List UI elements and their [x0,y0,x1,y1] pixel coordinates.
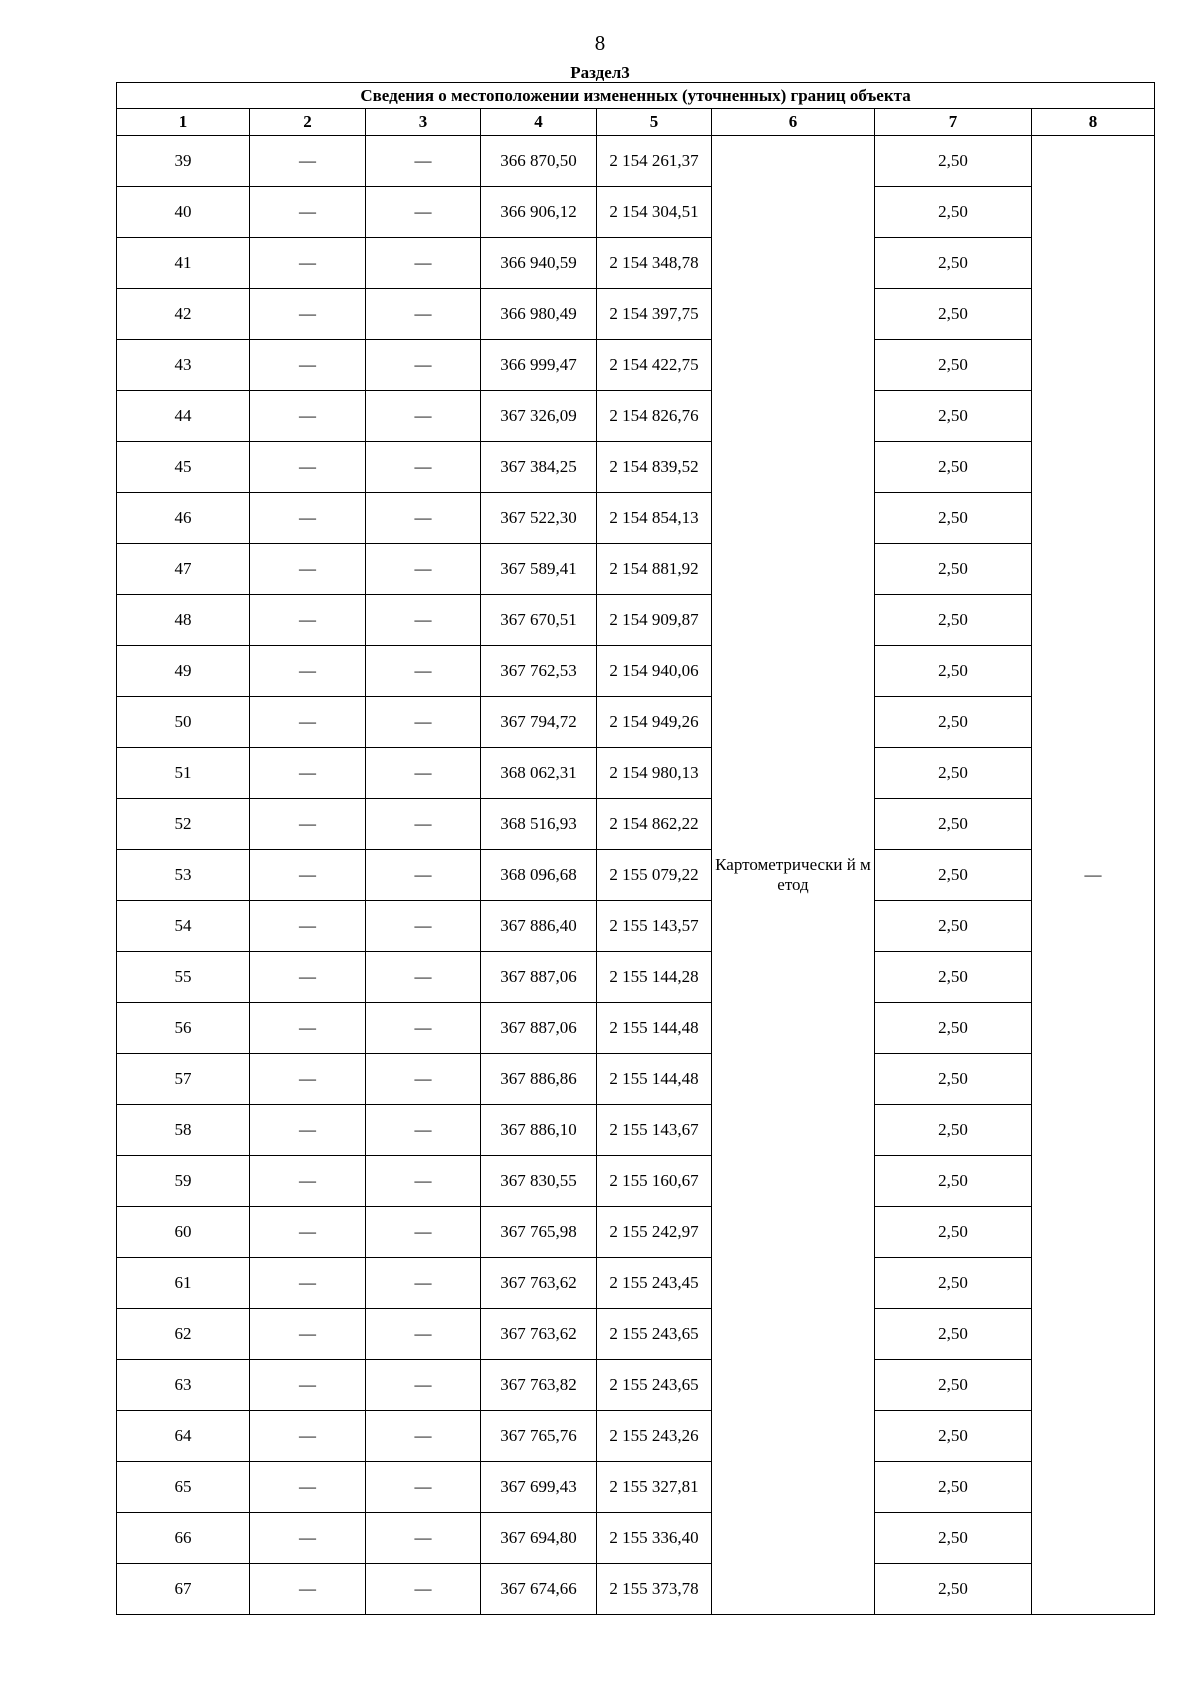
x-coordinate-cell: 367 887,06 [481,1003,597,1054]
column3-cell: — [366,442,481,493]
y-coordinate-cell: 2 154 854,13 [597,493,712,544]
accuracy-cell: 2,50 [875,1054,1032,1105]
column2-cell: — [250,391,366,442]
table-row [117,544,1155,595]
accuracy-cell: 2,50 [875,1156,1032,1207]
y-coordinate-cell: 2 154 422,75 [597,340,712,391]
x-coordinate-cell: 367 887,06 [481,952,597,1003]
table-row [117,697,1155,748]
x-coordinate-cell: 366 980,49 [481,289,597,340]
point-number-cell: 48 [117,595,250,646]
point-number-cell: 41 [117,238,250,289]
y-coordinate-cell: 2 154 826,76 [597,391,712,442]
column2-cell: — [250,952,366,1003]
x-coordinate-cell: 367 763,62 [481,1258,597,1309]
table-row [117,646,1155,697]
point-number-cell: 46 [117,493,250,544]
column2-cell: — [250,289,366,340]
table-row [117,1411,1155,1462]
table-row [117,442,1155,493]
x-coordinate-cell: 367 886,40 [481,901,597,952]
x-coordinate-cell: 367 765,76 [481,1411,597,1462]
column-header: 1 [117,109,250,136]
point-number-cell: 44 [117,391,250,442]
accuracy-cell: 2,50 [875,697,1032,748]
x-coordinate-cell: 366 999,47 [481,340,597,391]
column3-cell: — [366,1360,481,1411]
x-coordinate-cell: 367 763,62 [481,1309,597,1360]
column-header: 8 [1032,109,1155,136]
column3-cell: — [366,1156,481,1207]
column3-cell: — [366,850,481,901]
accuracy-cell: 2,50 [875,391,1032,442]
column3-cell: — [366,1309,481,1360]
accuracy-cell: 2,50 [875,289,1032,340]
column2-cell: — [250,187,366,238]
table-row [117,1462,1155,1513]
point-number-cell: 47 [117,544,250,595]
y-coordinate-cell: 2 155 144,48 [597,1003,712,1054]
point-number-cell: 54 [117,901,250,952]
column3-cell: — [366,1003,481,1054]
y-coordinate-cell: 2 155 336,40 [597,1513,712,1564]
point-number-cell: 56 [117,1003,250,1054]
column2-cell: — [250,901,366,952]
column3-cell: — [366,697,481,748]
column3-cell: — [366,1207,481,1258]
table-caption-row [117,83,1155,109]
x-coordinate-cell: 367 886,10 [481,1105,597,1156]
point-number-cell: 59 [117,1156,250,1207]
accuracy-cell: 2,50 [875,187,1032,238]
y-coordinate-cell: 2 154 261,37 [597,136,712,187]
table-row [117,1207,1155,1258]
accuracy-cell: 2,50 [875,544,1032,595]
point-number-cell: 60 [117,1207,250,1258]
x-coordinate-cell: 367 522,30 [481,493,597,544]
accuracy-cell: 2,50 [875,748,1032,799]
column2-cell: — [250,799,366,850]
x-coordinate-cell: 367 886,86 [481,1054,597,1105]
point-number-cell: 53 [117,850,250,901]
table-row [117,1360,1155,1411]
column2-cell: — [250,646,366,697]
point-number-cell: 50 [117,697,250,748]
column2-cell: — [250,697,366,748]
coordinates-table [116,82,1155,1615]
column3-cell: — [366,1054,481,1105]
column3-cell: — [366,646,481,697]
column3-cell: — [366,1411,481,1462]
method-cell: Картометрически й метод [712,136,875,1615]
column2-cell: — [250,1360,366,1411]
accuracy-cell: 2,50 [875,1360,1032,1411]
column-header: 3 [366,109,481,136]
point-number-cell: 64 [117,1411,250,1462]
y-coordinate-cell: 2 155 143,67 [597,1105,712,1156]
table-row [117,799,1155,850]
column2-cell: — [250,238,366,289]
table-row [117,748,1155,799]
accuracy-cell: 2,50 [875,340,1032,391]
x-coordinate-cell: 367 765,98 [481,1207,597,1258]
column2-cell: — [250,136,366,187]
point-number-cell: 58 [117,1105,250,1156]
accuracy-cell: 2,50 [875,136,1032,187]
table-row [117,340,1155,391]
x-coordinate-cell: 367 674,66 [481,1564,597,1615]
x-coordinate-cell: 367 326,09 [481,391,597,442]
point-number-cell: 49 [117,646,250,697]
accuracy-cell: 2,50 [875,1513,1032,1564]
column3-cell: — [366,595,481,646]
column3-cell: — [366,544,481,595]
table-row [117,850,1155,901]
x-coordinate-cell: 366 870,50 [481,136,597,187]
section-title: Раздел3 [570,63,630,82]
accuracy-cell: 2,50 [875,1207,1032,1258]
column2-cell: — [250,850,366,901]
column3-cell: — [366,799,481,850]
column3-cell: — [366,1258,481,1309]
x-coordinate-cell: 367 384,25 [481,442,597,493]
column-header: 5 [597,109,712,136]
table-row [117,1309,1155,1360]
accuracy-cell: 2,50 [875,901,1032,952]
column-header: 2 [250,109,366,136]
accuracy-cell: 2,50 [875,850,1032,901]
column3-cell: — [366,391,481,442]
column3-cell: — [366,952,481,1003]
table-row [117,1156,1155,1207]
accuracy-cell: 2,50 [875,1258,1032,1309]
x-coordinate-cell: 368 516,93 [481,799,597,850]
column3-cell: — [366,187,481,238]
table-row [117,1003,1155,1054]
column2-cell: — [250,1462,366,1513]
column3-cell: — [366,289,481,340]
column2-cell: — [250,544,366,595]
column2-cell: — [250,340,366,391]
accuracy-cell: 2,50 [875,1564,1032,1615]
column2-cell: — [250,1309,366,1360]
accuracy-cell: 2,50 [875,1411,1032,1462]
accuracy-cell: 2,50 [875,646,1032,697]
x-coordinate-cell: 367 670,51 [481,595,597,646]
column3-cell: — [366,136,481,187]
accuracy-cell: 2,50 [875,799,1032,850]
y-coordinate-cell: 2 155 243,65 [597,1360,712,1411]
y-coordinate-cell: 2 155 144,48 [597,1054,712,1105]
table-row [117,952,1155,1003]
y-coordinate-cell: 2 155 160,67 [597,1156,712,1207]
accuracy-cell: 2,50 [875,442,1032,493]
table-row [117,1513,1155,1564]
x-coordinate-cell: 367 830,55 [481,1156,597,1207]
y-coordinate-cell: 2 154 949,26 [597,697,712,748]
column2-cell: — [250,1105,366,1156]
table-header-row [117,109,1155,136]
table-row [117,1564,1155,1615]
x-coordinate-cell: 367 694,80 [481,1513,597,1564]
x-coordinate-cell: 367 589,41 [481,544,597,595]
point-number-cell: 39 [117,136,250,187]
column2-cell: — [250,1054,366,1105]
column2-cell: — [250,1513,366,1564]
x-coordinate-cell: 366 940,59 [481,238,597,289]
y-coordinate-cell: 2 155 243,26 [597,1411,712,1462]
column2-cell: — [250,1258,366,1309]
column2-cell: — [250,748,366,799]
table-body [117,136,1155,1615]
accuracy-cell: 2,50 [875,1309,1032,1360]
accuracy-cell: 2,50 [875,1105,1032,1156]
column2-cell: — [250,1003,366,1054]
column2-cell: — [250,493,366,544]
table-caption: Сведения о местоположении измененных (уточненных) границ объекта [117,83,1155,109]
column3-cell: — [366,1105,481,1156]
accuracy-cell: 2,50 [875,238,1032,289]
y-coordinate-cell: 2 154 909,87 [597,595,712,646]
y-coordinate-cell: 2 154 348,78 [597,238,712,289]
y-coordinate-cell: 2 155 242,97 [597,1207,712,1258]
x-coordinate-cell: 367 762,53 [481,646,597,697]
column-header: 4 [481,109,597,136]
column3-cell: — [366,493,481,544]
column3-cell: — [366,340,481,391]
x-coordinate-cell: 367 699,43 [481,1462,597,1513]
table-row [117,493,1155,544]
column2-cell: — [250,1411,366,1462]
y-coordinate-cell: 2 154 839,52 [597,442,712,493]
y-coordinate-cell: 2 154 980,13 [597,748,712,799]
y-coordinate-cell: 2 155 243,65 [597,1309,712,1360]
table-row [117,1054,1155,1105]
table-row [117,136,1155,187]
accuracy-cell: 2,50 [875,1462,1032,1513]
column3-cell: — [366,901,481,952]
column3-cell: — [366,1513,481,1564]
point-number-cell: 40 [117,187,250,238]
accuracy-cell: 2,50 [875,952,1032,1003]
point-number-cell: 42 [117,289,250,340]
point-number-cell: 55 [117,952,250,1003]
y-coordinate-cell: 2 155 327,81 [597,1462,712,1513]
table-row [117,289,1155,340]
y-coordinate-cell: 2 154 862,22 [597,799,712,850]
y-coordinate-cell: 2 155 243,45 [597,1258,712,1309]
point-number-cell: 61 [117,1258,250,1309]
accuracy-cell: 2,50 [875,595,1032,646]
column2-cell: — [250,1156,366,1207]
x-coordinate-cell: 368 062,31 [481,748,597,799]
column2-cell: — [250,1207,366,1258]
point-number-cell: 65 [117,1462,250,1513]
point-number-cell: 57 [117,1054,250,1105]
column2-cell: — [250,1564,366,1615]
accuracy-cell: 2,50 [875,1003,1032,1054]
point-number-cell: 45 [117,442,250,493]
column2-cell: — [250,442,366,493]
table-row [117,901,1155,952]
column3-cell: — [366,238,481,289]
y-coordinate-cell: 2 155 143,57 [597,901,712,952]
column-header: 6 [712,109,875,136]
column8-cell: — [1032,136,1155,1615]
point-number-cell: 67 [117,1564,250,1615]
y-coordinate-cell: 2 155 373,78 [597,1564,712,1615]
table-row [117,238,1155,289]
column-header: 7 [875,109,1032,136]
x-coordinate-cell: 367 794,72 [481,697,597,748]
y-coordinate-cell: 2 155 079,22 [597,850,712,901]
table-row [117,1105,1155,1156]
point-number-cell: 43 [117,340,250,391]
table-row [117,1258,1155,1309]
point-number-cell: 63 [117,1360,250,1411]
column3-cell: — [366,1462,481,1513]
y-coordinate-cell: 2 154 304,51 [597,187,712,238]
table-row [117,391,1155,442]
x-coordinate-cell: 366 906,12 [481,187,597,238]
point-number-cell: 62 [117,1309,250,1360]
column3-cell: — [366,1564,481,1615]
table-row [117,187,1155,238]
y-coordinate-cell: 2 155 144,28 [597,952,712,1003]
y-coordinate-cell: 2 154 881,92 [597,544,712,595]
column2-cell: — [250,595,366,646]
column3-cell: — [366,748,481,799]
y-coordinate-cell: 2 154 397,75 [597,289,712,340]
point-number-cell: 51 [117,748,250,799]
accuracy-cell: 2,50 [875,493,1032,544]
y-coordinate-cell: 2 154 940,06 [597,646,712,697]
page-number: 8 [594,31,606,55]
point-number-cell: 66 [117,1513,250,1564]
table-row [117,595,1155,646]
x-coordinate-cell: 367 763,82 [481,1360,597,1411]
point-number-cell: 52 [117,799,250,850]
x-coordinate-cell: 368 096,68 [481,850,597,901]
